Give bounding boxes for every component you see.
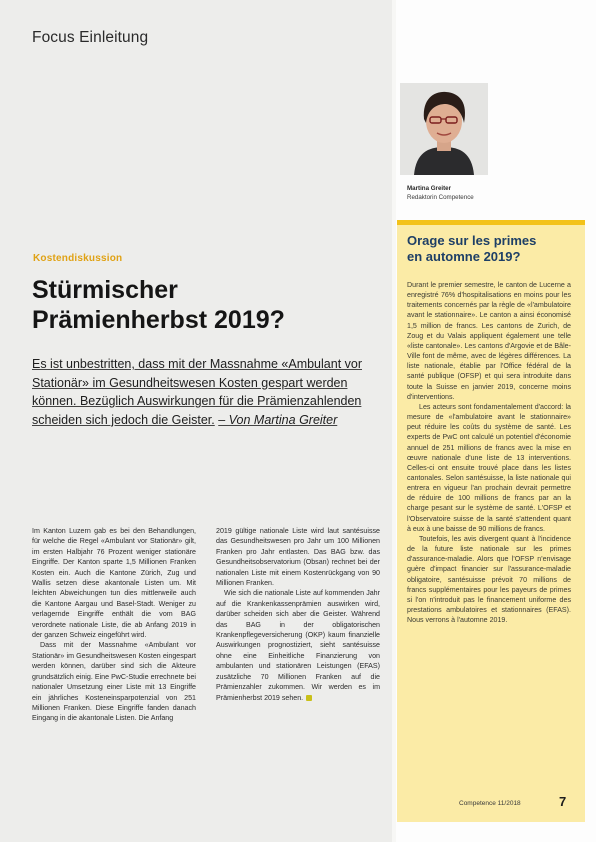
lead-text: Es ist unbestritten, dass mit der Massnahme «Ambulant vor Stationär» im Gesundheitswesen Kosten gespart werden können. Bezüglich Auswirkungen für die Prämienzahlenden scheiden sich jedoch die Geister. bbox=[32, 357, 363, 427]
author-portrait-image bbox=[400, 83, 488, 175]
article-column-1 bbox=[32, 526, 196, 724]
panel-divider bbox=[392, 0, 396, 842]
article-kicker: Kostendiskussion bbox=[33, 253, 123, 264]
headline-line-1: Stürmischer bbox=[32, 276, 178, 304]
article-column-2 bbox=[216, 526, 380, 703]
page-number: 7 bbox=[559, 794, 567, 809]
body-paragraph-final bbox=[216, 588, 380, 702]
byline: – Von Martina Greiter bbox=[218, 412, 338, 427]
box-text bbox=[407, 280, 571, 625]
body-paragraph: Im Kanton Luzern gab es bei den Behandlungen, für welche die Regel «Ambulant vor Stationär» gilt, im ersten Halbjahr 76 Prozent weniger stationäre Eingriffe. Der Kanton sparte 1,5 Millionen Franken Kosten ein. Auch die Kantone Zürich, Zug und Wallis setzen diese akantonale Listen um. Mit leichten Abweichungen tun dies mittlerweile auch die Kantone Aargau und Basel-Stadt. Weniger zu verlagernde Eingriffe enthält die vom BAG verordnete nationale Liste, die ab Anfang 2019 in der ganzen Schweiz eingeführt wird. bbox=[32, 527, 196, 640]
body-paragraph: 2019 gültige nationale Liste wird laut santésuisse das Gesundheitswesen pro Jahr um 100 Millionen Franken pro Jahr entlasten. Das BAG bzw. das Gesundheitsobservatorium (Obsan) rechnet bei der nationalen Liste mit einem Kostenrückgang von 90 Millionen Franken. bbox=[216, 527, 380, 588]
author-role: Redaktorin Competence bbox=[407, 194, 474, 201]
body-paragraph-text: Wie sich die nationale Liste auf kommenden Jahr auf die Krankenkassenprämien auswirken wird, darüber scheiden sich aber die Geister. Während das BAG in der obligatorischen Krankenpflegeversicherung (OKP) kaum finanzielle Auswirkungen prognostiziert, sieht santésuisse ohne eine Einheitliche Finanzierung von ambulanten und stationären Leistungen (EFAS) zusätzliche 70 Millionen Franken auf die Prämienzahler zukommen. Wir werden es im Prämienherbst 2019 sehen. bbox=[216, 589, 380, 702]
author-name: Martina Greiter bbox=[407, 185, 452, 192]
box-paragraph: Les acteurs sont fondamentalement d'accord: la mesure de «l'ambulatoire avant le stationnaire» peut réduire les coûts du système de santé. Les experts de PwC ont calculé un potentiel d'économie annuel de 251 millions de francs avec la mise en œuvre nationale d'une liste de 13 interventions. Celles-ci ont ensuite trouvé place dans les listes cantonales. Selon santésuisse, la liste nationale qui entrera en vigueur l'an prochain devrait permettre de réduire de 100 millions de francs par an la charge pesant sur le système de santé. L'OFSP et l'Observatoire suisse de la santé s'attendent quant à eux à une baisse de 90 millions de francs. bbox=[407, 402, 571, 533]
headline-line-2: Prämienherbst 2019? bbox=[32, 306, 285, 334]
article-lead bbox=[32, 355, 372, 429]
body-paragraph: Dass mit der Massnahme «Ambulant vor Stationär» im Gesundheitswesen Kosten eingespart werden können, darüber sind sich die Akteure grundsätzlich einig. Eine PwC-Studie errechnete bei nationaler Umsetzung einer Liste mit 13 Eingriffe ein jährliches Kosteneinsparpotenzial von 251 Millionen Franken. Diese Eingriffe fanden danach Eingang in die akantonale Listen. Die Anfang bbox=[32, 641, 196, 723]
end-of-article-icon bbox=[306, 695, 312, 701]
author-photo bbox=[400, 83, 488, 175]
article-headline bbox=[32, 275, 377, 335]
box-title-line-1: Orage sur les primes bbox=[407, 233, 537, 248]
folio: Competence 11/2018 bbox=[459, 800, 521, 807]
box-title-line-2: en automne 2019? bbox=[407, 249, 521, 264]
box-paragraph: Durant le premier semestre, le canton de Lucerne a enregistré 76% d'hospitalisations en moins pour les traitements concernés par la règle de «l'ambulatoire avant le stationnaire». Le canton a ainsi économisé 1,5 million de francs. Les cantons de Zurich, de Zoug et du Valais appliquent également une telle «liste cantonale». Les cantons d'Argovie et de Bâle-Ville font de même, avec de légères différences. La liste nationale, établie par l'Office fédéral de la santé publique (OFSP) et qui sera introduite dans toute la Suisse en janvier 2019, concerne moins d'interventions. bbox=[407, 281, 571, 401]
box-paragraph: Toutefois, les avis divergent quant à l'incidence de la future liste nationale sur les primes d'assurance-maladie. Alors que l'OFSP n'envisage guère d'impact financier sur l'assurance-maladie obligatoire, santésuisse prévoit 70 millions de francs supplémentaires pour les payeurs de primes si l'on n'introduit pas le financement uniforme des prestations ambulatoires et stationnaires (EFAS). Nous verrons à l'automne 2019. bbox=[407, 534, 571, 625]
section-label: Focus Einleitung bbox=[32, 29, 149, 46]
box-title bbox=[407, 233, 577, 265]
